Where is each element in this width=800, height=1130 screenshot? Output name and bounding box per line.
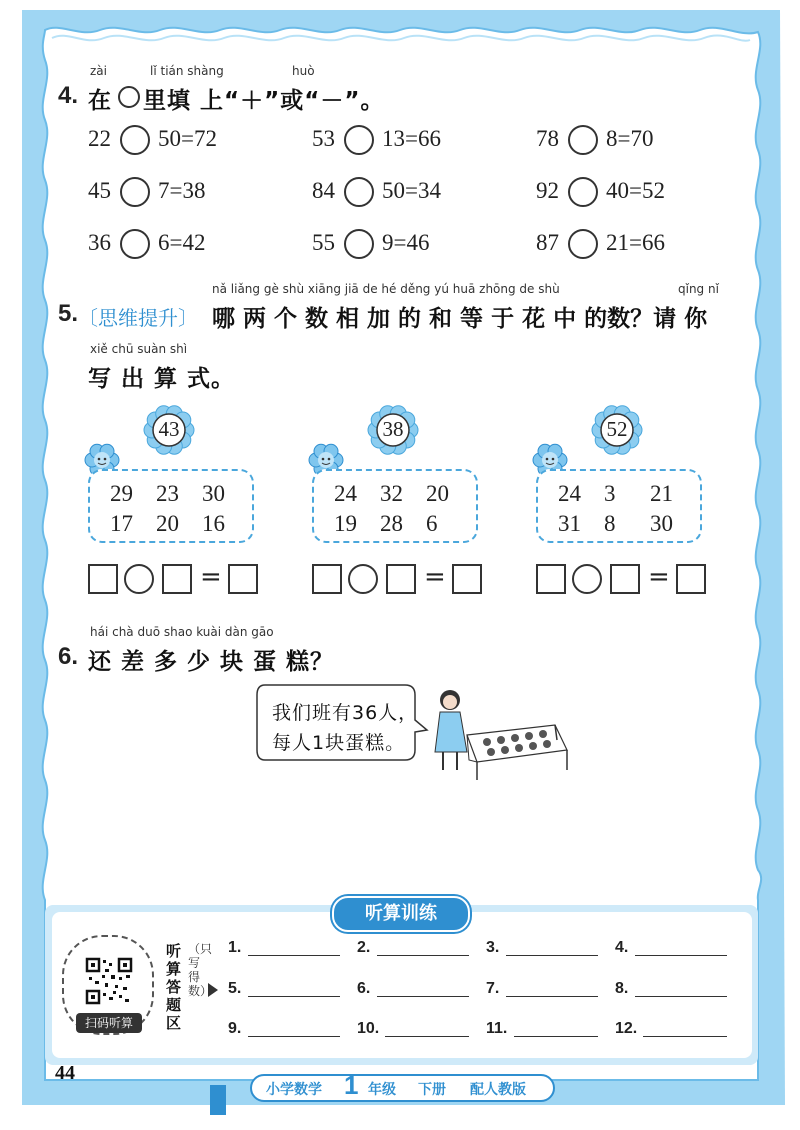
answer-box[interactable] [676, 564, 706, 594]
answer-box[interactable] [88, 564, 118, 594]
panel-number: 32 [380, 481, 403, 506]
answer-item-number: 12. [615, 1020, 638, 1037]
answer-blank[interactable] [248, 996, 340, 997]
q4-text-instruction: 里填 上“＋”或“－”。 [143, 88, 385, 114]
panel-number: 8 [604, 511, 616, 536]
q4-operand-left: 87 [536, 230, 559, 255]
listening-side-note: （只写得数） [188, 942, 213, 998]
q4-answer-circle[interactable] [568, 177, 598, 207]
footer-grade-number: 1 [344, 1070, 359, 1100]
q4-pinyin-zai: zài [90, 64, 107, 78]
qr-caption: 扫码听算 [76, 1013, 142, 1033]
q4-answer-circle[interactable] [568, 125, 598, 155]
equals-sign: = [648, 562, 670, 592]
q4-operand-right: 13=66 [382, 126, 441, 151]
q4-operand-right: 40=52 [606, 178, 665, 203]
target-number: 38 [382, 417, 404, 441]
listening-side-label: 听算答题区 [166, 942, 182, 1032]
panel-number: 29 [110, 481, 133, 506]
q4-operand-right: 21=66 [606, 230, 665, 255]
answer-item-number: 6. [357, 980, 371, 997]
q4-operand-left: 84 [312, 178, 335, 203]
panel-number: 30 [202, 481, 225, 506]
q4-operand-right: 7=38 [158, 178, 206, 203]
footer-volume: 下册 [418, 1082, 446, 1098]
q4-operand-right: 8=70 [606, 126, 654, 151]
number-panel [88, 469, 254, 543]
q5-number: 5. [58, 300, 79, 327]
answer-item-number: 4. [615, 939, 629, 956]
q4-circle-symbol [118, 86, 140, 108]
panel-number: 19 [334, 511, 357, 536]
q4-operand-right: 50=34 [382, 178, 441, 203]
answer-blank[interactable] [635, 955, 727, 956]
listening-title: 听算训练 [365, 903, 437, 924]
answer-item-number: 7. [486, 980, 500, 997]
panel-number: 20 [156, 511, 179, 536]
panel-number: 21 [650, 481, 673, 506]
answer-blank[interactable] [514, 1036, 598, 1037]
operator-circle[interactable] [348, 564, 378, 594]
answer-item-number: 2. [357, 939, 371, 956]
answer-box[interactable] [162, 564, 192, 594]
play-arrow-icon[interactable] [208, 983, 218, 997]
q4-operand-right: 9=46 [382, 230, 430, 255]
q4-pinyin-litian: lǐ tián shàng [150, 64, 224, 78]
bubble-text-line2: 每人1块蛋糕。 [272, 732, 406, 754]
answer-blank[interactable] [377, 955, 469, 956]
q4-number: 4. [58, 82, 79, 109]
footer-book-badge [250, 1070, 555, 1102]
answer-blank[interactable] [377, 996, 469, 997]
girl-figure [435, 690, 467, 770]
q4-operand-left: 55 [312, 230, 335, 255]
q4-operand-left: 45 [88, 178, 111, 203]
q4-answer-circle[interactable] [344, 125, 374, 155]
answer-blank[interactable] [635, 996, 727, 997]
q4-operand-left: 36 [88, 230, 111, 255]
q4-operand-left: 92 [536, 178, 559, 203]
answer-item-number: 3. [486, 939, 500, 956]
cake-table [467, 725, 567, 780]
equals-sign: = [424, 562, 446, 592]
q5-text-line2: 写 出 算 式。 [88, 366, 236, 392]
operator-circle[interactable] [124, 564, 154, 594]
equals-sign: = [200, 562, 222, 592]
answer-box[interactable] [452, 564, 482, 594]
panel-number: 17 [110, 511, 133, 536]
answer-item-number: 8. [615, 980, 629, 997]
q5-pinyin-line2: xiě chū suàn shì [90, 342, 188, 356]
answer-box[interactable] [312, 564, 342, 594]
answer-box[interactable] [228, 564, 258, 594]
answer-item-number: 5. [228, 980, 242, 997]
q4-operand-left: 53 [312, 126, 335, 151]
q4-operand-right: 6=42 [158, 230, 206, 255]
answer-item-number: 11. [486, 1020, 508, 1037]
q5-tag: 〔思维提升〕 [78, 306, 198, 330]
answer-blank[interactable] [643, 1036, 727, 1037]
panel-number: 23 [156, 481, 179, 506]
q4-answer-circle[interactable] [120, 125, 150, 155]
qr-code-icon[interactable] [85, 957, 133, 1005]
q5-pinyin-line1: nǎ liǎng gè shù xiāng jiā de hé děng yú huā zhōng de shù [212, 282, 560, 296]
q6-number: 6. [58, 643, 79, 670]
panel-number: 20 [426, 481, 449, 506]
footer-grade: 年级 [368, 1082, 396, 1098]
q4-pinyin-huo: huò [292, 64, 315, 78]
answer-blank[interactable] [248, 955, 340, 956]
operator-circle[interactable] [572, 564, 602, 594]
q6-text: 还 差 多 少 块 蛋 糕？ [88, 649, 335, 675]
q4-answer-circle[interactable] [120, 229, 150, 259]
answer-blank[interactable] [506, 955, 598, 956]
panel-number: 6 [426, 511, 438, 536]
listening-title-badge [332, 896, 470, 932]
answer-item-number: 10. [357, 1020, 380, 1037]
answer-blank[interactable] [385, 1036, 469, 1037]
q4-text-zai: 在 [88, 88, 112, 114]
panel-number: 3 [604, 481, 616, 506]
q4-answer-circle[interactable] [344, 177, 374, 207]
panel-number: 24 [558, 481, 581, 506]
q4-answer-circle[interactable] [344, 229, 374, 259]
number-panel [536, 469, 702, 543]
q4-operand-left: 78 [536, 126, 559, 151]
answer-blank[interactable] [248, 1036, 340, 1037]
answer-box[interactable] [386, 564, 416, 594]
answer-blank[interactable] [506, 996, 598, 997]
number-panel [312, 469, 478, 543]
panel-number: 24 [334, 481, 357, 506]
q6-pinyin: hái chà duō shao kuài dàn gāo [90, 625, 274, 639]
panel-number: 31 [558, 511, 581, 536]
bubble-text-line1: 我们班有36人， [272, 702, 419, 724]
q4-answer-circle[interactable] [568, 229, 598, 259]
q5-text-line1: 哪 两 个 数 相 加 的 和 等 于 花 中 的数？请 你 [212, 306, 708, 332]
answer-item-number: 9. [228, 1020, 242, 1037]
target-number: 43 [158, 417, 180, 441]
panel-number: 30 [650, 511, 673, 536]
panel-number: 16 [202, 511, 225, 536]
q4-operand-right: 50=72 [158, 126, 217, 151]
q5-pinyin-line1b: qǐng nǐ [678, 282, 719, 296]
q4-operand-left: 22 [88, 126, 111, 151]
footer-subject: 小学数学 [266, 1082, 322, 1098]
answer-box[interactable] [536, 564, 566, 594]
answer-item-number: 1. [228, 939, 242, 956]
q4-answer-circle[interactable] [120, 177, 150, 207]
target-number: 52 [606, 417, 628, 441]
page-number: 44 [55, 1062, 75, 1084]
answer-box[interactable] [610, 564, 640, 594]
footer-edition: 配人教版 [470, 1082, 526, 1098]
panel-number: 28 [380, 511, 403, 536]
